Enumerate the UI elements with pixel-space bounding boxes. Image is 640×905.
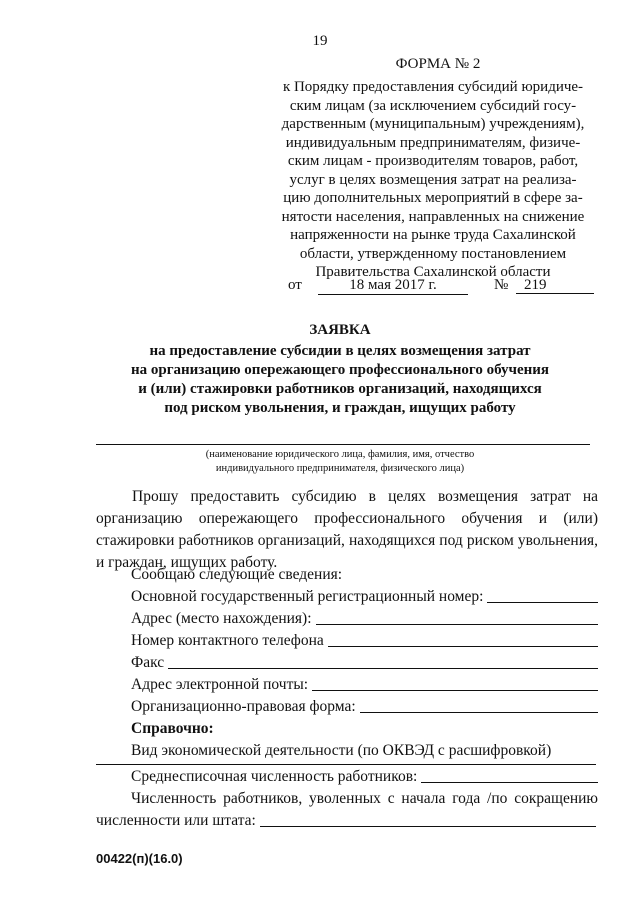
reference-heading: Справочно: xyxy=(131,720,214,737)
subtitle-line: на предоставление субсидии в целях возмещения затрат xyxy=(149,343,531,359)
date-from-label: от xyxy=(288,277,302,293)
applicant-name-caption xyxy=(90,448,590,476)
form-title: ФОРМА № 2 xyxy=(395,56,481,72)
footer-code: 00422(п)(16.0) xyxy=(96,851,183,866)
fax-field[interactable] xyxy=(168,654,598,669)
dismissed-field[interactable] xyxy=(260,812,596,827)
dismissed-row-2 xyxy=(96,810,596,830)
headcount-label: Среднесписочная численность работников: xyxy=(131,768,418,785)
preamble-line: к Порядку предоставления субсидий юридиче- xyxy=(282,79,584,95)
fax-label: Факс xyxy=(131,654,165,671)
preamble-line: ским лицам - производителям товаров, работ, xyxy=(287,153,579,169)
phone-row xyxy=(131,630,598,650)
ogrn-label: Основной государственный регистрационный номер: xyxy=(131,588,484,605)
email-field[interactable] xyxy=(312,676,598,691)
preamble-line: индивидуальным предпринимателям, физиче- xyxy=(285,134,581,151)
okved-field[interactable] xyxy=(96,764,596,765)
okved-label: Вид экономической деятельности (по ОКВЭД с расшифровкой) xyxy=(131,742,552,759)
legal-form-row xyxy=(131,696,598,716)
application-subtitle xyxy=(60,342,620,418)
preamble xyxy=(268,78,598,282)
phone-label: Номер контактного телефона xyxy=(131,632,324,649)
number-value: 219 xyxy=(516,277,594,294)
subtitle-line: на организацию опережающего профессионального обучения xyxy=(130,362,550,378)
preamble-line: напряженности на рынке труда Сахалинской xyxy=(290,227,576,243)
preamble-line: ским лицам (за исключением субсидий госу- xyxy=(289,97,577,114)
email-row xyxy=(131,674,598,694)
ogrn-row xyxy=(131,586,598,606)
email-label: Адрес электронной почты: xyxy=(131,676,309,693)
page-number: 19 xyxy=(312,33,328,49)
application-title: ЗАЯВКА xyxy=(309,322,371,338)
dateline xyxy=(288,277,598,297)
dismissed-label-1: Численность работников, уволенных с начала года /по сокращению xyxy=(131,790,598,807)
address-row xyxy=(131,608,598,628)
info-intro: Сообщаю следующие сведения: xyxy=(131,566,343,583)
preamble-line: нятости населения, направленных на снижение xyxy=(281,208,585,225)
headcount-field[interactable] xyxy=(421,768,598,783)
info-intro-row xyxy=(131,564,598,584)
legal-form-label: Организационно-правовая форма: xyxy=(131,698,356,715)
ogrn-field[interactable] xyxy=(487,588,598,603)
legal-form-field[interactable] xyxy=(360,698,598,713)
date-value: 18 мая 2017 г. xyxy=(318,277,468,295)
subtitle-line: под риском увольнения, и граждан, ищущих работу xyxy=(164,400,516,416)
number-label: № xyxy=(494,277,509,293)
reference-row xyxy=(131,718,598,738)
okved-row xyxy=(131,740,598,760)
subtitle-line: и (или) стажировки работников организаций, находящихся xyxy=(138,381,542,397)
dismissed-row-1 xyxy=(131,788,598,808)
address-field[interactable] xyxy=(316,610,598,625)
caption-line: индивидуального предпринимателя, физического лица) xyxy=(215,463,465,474)
preamble-line: Правительства Сахалинской области xyxy=(315,264,551,280)
address-label: Адрес (место нахождения): xyxy=(131,610,312,627)
preamble-line: услуг в целях возмещения затрат на реализа- xyxy=(289,171,577,188)
phone-field[interactable] xyxy=(328,632,598,647)
headcount-row xyxy=(131,766,598,786)
caption-line: (наименование юридического лица, фамилия, имя, отчество xyxy=(205,449,475,460)
preamble-line: дарственным (муниципальным) учреждениям), xyxy=(281,116,585,132)
request-paragraph: Прошу предоставить субсидию в целях возмещения затрат на организацию опережающего профессионального обучения и (или) стажировки работников организаций, находящихся под риском увольнения, и граждан, ищущих работу. xyxy=(96,488,598,571)
preamble-line: цию дополнительных мероприятий в сфере за- xyxy=(283,190,583,206)
applicant-name-line[interactable] xyxy=(96,444,590,445)
dismissed-label-2: численности или штата: xyxy=(96,812,256,829)
preamble-line: области, утвержденному постановлением xyxy=(299,245,567,262)
fax-row xyxy=(131,652,598,672)
